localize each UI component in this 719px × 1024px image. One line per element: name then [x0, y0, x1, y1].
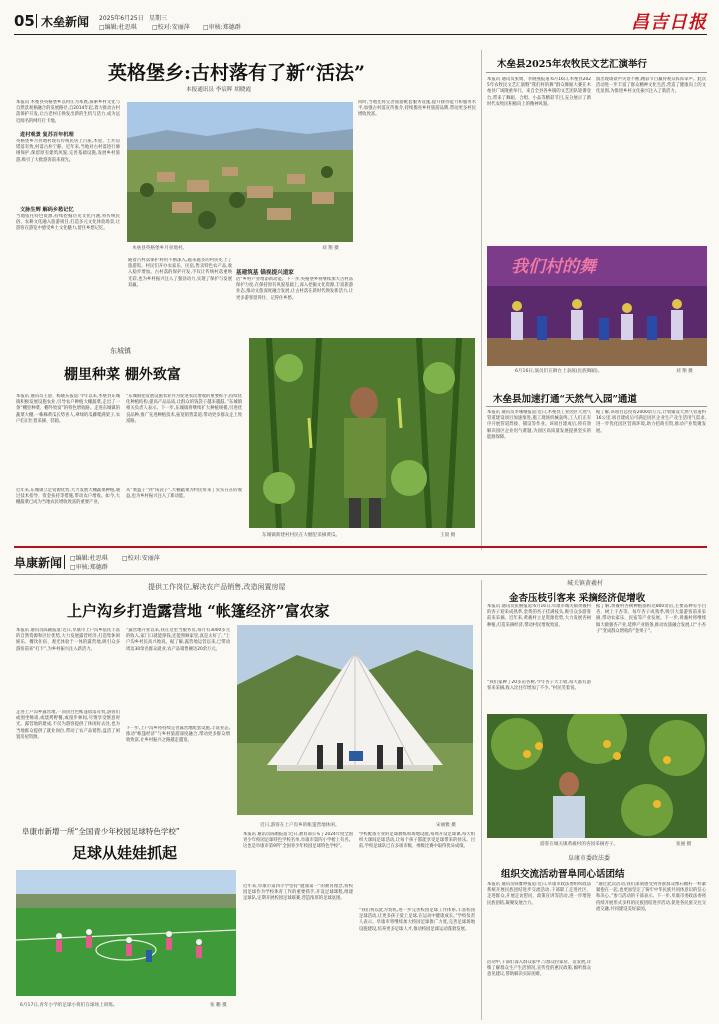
newspaper-logo: 昌吉日报	[631, 12, 707, 33]
article-text: 随着古村落保护利用不断深入,越来越多的村民吃上了旅游饭。村民们开办农家乐、民宿,售卖特色农产品,收入稳步增加。古村落的保护开发,不仅让传统村落重焕光彩,也为乡村振兴注入了强劲动力,实现了保护与发展双赢。	[128, 258, 232, 288]
editor-label: 编辑:杜思琪	[75, 555, 108, 562]
photo-apricot	[487, 714, 707, 838]
photo-caption: 木垒县英格堡乡月亮地村。	[132, 246, 188, 251]
page-header	[14, 10, 707, 32]
kicker-huangxi: 城关镇黄羲村	[567, 580, 604, 587]
checkbox-square-icon: □	[122, 555, 128, 562]
sub-heading-2: 文脉生辉 解码乡愁记忆	[20, 207, 74, 213]
article-text: 本报讯 木垒县英格堡乡以村庄为本底,探索乡村文化与自然景观相融合的发展路径,自2014年起,着力推动古村落保护开发,让古老村庄焕发出新的生机与活力,成为远近闻名的网红打卡地。	[16, 100, 120, 124]
headline-tent-economy: 上户沟乡打造露营地 “帐篷经济”富农家	[67, 602, 330, 620]
section-red-rule	[14, 546, 707, 548]
headline-yinggebao: 英格堡乡:古村落有了新“活法”	[108, 62, 365, 84]
kicker-zhengfa: 阜康市委政法委	[568, 855, 611, 862]
photo-football	[16, 870, 236, 996]
page-number: 05	[14, 12, 35, 30]
photo-village	[127, 102, 353, 242]
headline-rule	[486, 406, 707, 407]
article-text: “露营地开业以来,我在这里当服务员,每月有3000多元的收入,家门口就能挣钱,还能照顾家里,真是太好了。”上户沟乡村民高兴地说。据了解,露营地运营以来,已带动周边30余名群众就业,农产品销售额达20余万元。	[126, 628, 230, 652]
headline-rule	[486, 72, 707, 73]
photo-credit: 刘 翔 摄	[676, 369, 693, 374]
lower-section-header	[14, 552, 314, 574]
article-text: 本报讯 通讯员张婧、李晓燕报道:6月16日,木垒县2025年农牧民文艺汇演暨“我们村的舞”群众舞蹈大赛在木垒县广场隆重举行。来自全县各乡镇的文艺团队轮番登台,带来了舞蹈、合唱、小品等精彩节目,充分展示了新时代农牧民积极向上的精神风貌。	[487, 77, 591, 107]
section-name: 木垒新闻	[41, 15, 90, 29]
photo-greenhouse	[249, 338, 475, 528]
article-text: 据了解,黄羲村杏树种植面积达800余亩,主要品种有小白杏、树上干杏等。每年杏子成熟季,吸引大量游客前来采摘,带动农家乐、民宿等产业发展。下一步,黄羲村将继续做大做强杏产业,延伸产业链条,推动农旅融合发展,让“小杏子”变成群众增收的“金果子”。	[596, 604, 706, 634]
photo-tent	[237, 625, 473, 815]
article-text: 本报讯 通讯员韩雅婷报道:近日,阜康市政法委组织政法系统开展民族团结进步交流活动,干部职工走进社区、走进群众,开展走访慰问、政策宣讲等活动,进一步增进民族团结,凝聚发展合力。	[487, 882, 591, 906]
photo-dance	[487, 246, 707, 366]
article-text: 学校配备专业的足球教练和场地设施,每周开设足球课,每天组织大课间足球活动,让每个孩子都能享受足球带来的快乐。目前,学校足球队已在多项市级、州级比赛中取得优异成绩。	[359, 832, 475, 850]
issue-date: 2025年6月25日	[99, 15, 144, 22]
header-divider	[36, 14, 37, 28]
editor-credit	[70, 553, 108, 562]
article-text: 本报讯 通讯员李珊珊报道:近日,木垒县工业园区天然气管道建设项目加速推进,施工现场机械轰鸣,工人们正有序开展管道焊接、铺设等作业。该项目建成后,将有效解决园区企业用气难题,为园区高质量发展提供坚实的能源保障。	[487, 410, 591, 440]
checkbox-square-icon: □	[70, 555, 76, 562]
headline-apricot: 金杏压枝引客来 采摘经济促增收	[509, 593, 646, 604]
review-label: 审核:郑德群	[75, 564, 108, 571]
issue-weekday: 星期三	[149, 15, 168, 22]
article-text: 本报讯 通讯员王晨、杨晓东报道:今年以来,木垒县东城镇积极发展设施农业,引导农户种植大棚蔬菜,走出了一条“棚里种菜、棚外致富”的特色增收路。走进东城镇的蔬菜大棚,一株株黄瓜长势喜人,翠绿的瓜藤爬满架子,农户们正忙着采摘、装箱。	[16, 394, 120, 424]
article-text: 本报讯 通讯员陈刚报道:近日,教育部公布了2024年度全国青少年校园足球特色学校名单,阜康市第四小学榜上有名。这也是阜康市第9所“全国青少年校园足球特色学校”。	[243, 832, 353, 850]
checkbox-square-icon: □	[99, 24, 105, 31]
article-text: 英格堡乡月亮地村现有传统民居上百座,木屋、土坯房错落有致,村落古朴宁静。近年来,当地对古村落进行修缮保护,保留原有建筑风貌,完善基础设施,发展乡村旅游,吸引了大批游客前来观光。	[16, 139, 120, 163]
checkbox-square-icon: □	[70, 564, 76, 571]
photo-credit: 宋丽雅 摄	[436, 823, 456, 828]
article-text: 活动中,干部们深入群众家中,与群众拉家常、话发展,详细了解群众生产生活情况,宣传党的惠民政策,倾听群众意见建议,帮助解决实际困难。	[487, 960, 591, 978]
sub-heading-1: 进村观景 复苏百年机理	[20, 132, 74, 138]
photo-caption: 近日,游客在上户沟乡的帐篷营地休闲。	[260, 823, 340, 828]
photo-credit: 刘 翔 摄	[322, 246, 339, 251]
editor-label: 编辑:杜思琪	[104, 24, 137, 31]
proof-label: 校对:安丽萍	[127, 555, 160, 562]
header-rule	[14, 34, 707, 35]
header-divider	[64, 555, 65, 569]
stage-banner: 我们村的舞	[511, 257, 596, 277]
photo-caption: 游客在城关镇黄羲村的杏园采摘杏子。	[540, 842, 619, 847]
review-credit	[203, 22, 241, 31]
photo-caption: 东城镇新建村村民在大棚里采摘黄瓜。	[262, 533, 341, 538]
article-text: 当地依托特色资源,持续挖掘历史文化内涵,将传统民俗、农耕文化融入旅游项目,打造多元文化体验场景,让游客在游览中感受乡土文化魅力,留住乡愁记忆。	[16, 214, 120, 232]
article-text: 近年来,阜康市第四小学坚持“健康第一”的教育理念,将校园足球作为学校体育工作的重要抓手,开设足球课程,组建足球队,定期开展校园足球联赛,营造浓厚的足球氛围。	[243, 884, 353, 902]
kicker-dongcheng: 东城镇	[110, 347, 131, 355]
article-text: “东城镇把发展设施农业作为促进农民增收的重要抓手,持续优化种植结构,提高产品品质,让群众的钱袋子越来越鼓。”东城镇相关负责人表示。下一步,东城镇将继续扩大种植规模,引进优良品种,推广先进种植技术,拓宽销售渠道,带动更多群众走上致富路。	[126, 394, 242, 424]
kicker-tent: 提供工作岗位,解决农产品销售,改造闲置房屋	[148, 583, 286, 591]
headline-natural-gas: 木垒县加速打通“天然气入园”通道	[493, 394, 637, 405]
column-divider	[481, 50, 482, 550]
article-text: 走进上户沟乡露营地,一顶顶白色帐篷错落有致,游客们或围坐畅谈,或烧烤野餐,或漫步林间,尽情享受惬意时光。露营地的建成,不仅为游客提供了休闲好去处,也为当地群众提供了就业岗位,带动了农产品销售,盘活了闲置房屋资源。	[16, 710, 120, 740]
article-text: 本报讯 通讯员陈颖报道:近日,阜康市上户沟乡依托丰富的自然资源和区位优势,大力发展露营经济,打造集休闲娱乐、餐饮住宿、观光体验于一体的露营地,吸引众多游客前来“打卡”,为乡村振兴注入新活力。	[16, 628, 120, 652]
article-text: 演出现场欢声笑语不断,精彩节目赢得观众阵阵掌声。此次活动进一步丰富了群众精神文化生活,营造了健康向上的文化氛围,为推进乡村文化振兴注入了新活力。	[596, 77, 706, 95]
review-credit	[70, 562, 108, 571]
article-text: 活“乡村产业增添新动能。下一步,英格堡乡将继续加大古村落保护力度,在保持原有风貌基础上,深入挖掘文化资源,丰富旅游业态,推动文旅深度融合发展,让古村落在新时代焕发新活力,让更多游客留得住、记得住乡愁。	[236, 277, 353, 301]
article-text: 本报讯 通讯员张丽报道:6月16日,阜康市城关镇黄羲村的杏子迎来成熟季,金黄的杏子挂满枝头,吸引众多游客前来采摘。近年来,黄羲村立足资源优势,大力发展杏树种植,打造采摘经济,带动村民增收致富。	[487, 604, 591, 628]
photo-caption: 6月17日,青年小学的足球小将们在球场上训练。	[20, 1003, 118, 1008]
headline-greenhouse: 棚里种菜 棚外致富	[64, 367, 181, 383]
headline-football: 足球从娃娃抓起	[72, 844, 178, 862]
photo-credit: 王晨 摄	[440, 533, 456, 538]
photo-credit: 张丽 摄	[676, 842, 692, 847]
byline-yinggebao: 本报通讯员 李宸晖 胡晓霞	[186, 87, 252, 93]
article-text: 下一步,上户沟乡将持续完善露营地配套设施,丰富业态,推动“帐篷经济”与乡村旅游深度融合,带动更多群众增收致富,让乡村振兴之路越走越宽。	[126, 726, 230, 744]
headline-art-show: 木垒县2025年农牧民文艺汇演举行	[497, 59, 647, 70]
proof-credit	[122, 553, 160, 562]
photo-credit: 张 鹏 摄	[210, 1003, 227, 1008]
article-text: “我们家种了20多亩杏树,今年杏子大丰收,每天都有游客来采摘,收入比往年增加了不少。”村民笑着说。	[487, 680, 591, 692]
article-text: 近年来,东城镇立足资源优势,大力发展大棚蔬菜种植,通过技术指导、资金扶持等措施,带动农户增收。如今,大棚蔬菜已成为当地农民增收致富的重要产业。	[16, 488, 120, 506]
article-text: 同时,当地还将完善旅游配套服务设施,提升接待能力和服务水平,加强古村落宣传推介,持续擦亮乡村旅游品牌,带动更多村民增收致富。	[358, 100, 476, 118]
article-text: 据了解,该项目总投资2000余万元,计划铺设天然气管道约16公里,项目建成后可满足园区企业生产及生活用气需求,进一步优化园区营商环境,助力招商引资,推动产业集聚发展。	[596, 410, 706, 434]
checkbox-square-icon: □	[152, 24, 158, 31]
article-text: 从“菜篮子”到“钱袋子”,大棚蔬菜为村民带来了实实在在的收益,也为乡村振兴注入了新动能。	[126, 488, 242, 500]
column-divider	[481, 580, 482, 1020]
headline-unity: 组织交流活动晋阜同心话团结	[501, 869, 625, 880]
editor-credit	[99, 22, 137, 31]
kicker-football: 阜康市新增一所“全国青少年校园足球特色学校”	[22, 827, 180, 836]
proof-label: 校对:安丽萍	[157, 24, 190, 31]
article-text: “我们将以此为契机,进一步完善校园足球工作体系,丰富校园足球活动,让更多孩子爱上足球,在运动中健康成长。”学校负责人表示。阜康市将继续加大校园足球推广力度,完善足球场地设施建设,培养更多足球人才,推动校园足球运动蓬勃发展。	[359, 908, 475, 932]
checkbox-square-icon: □	[203, 24, 209, 31]
review-label: 审核:郑德群	[208, 24, 241, 31]
section-thin-rule	[14, 574, 707, 575]
sub-heading-3: 基建筑基 锚视提兴道家	[236, 270, 294, 276]
article-text: “通过此次活动,我们深刻感受到各族群众像石榴籽一样紧紧抱在一起,也更加坚定了铸牢中华民族共同体意识的信心和决心。”参与活动的干部表示。下一步,阜康市委政法委将持续开展形式多样的民族团结进步活动,促进各民族交往交流交融,共同建设美好家园。	[596, 882, 706, 912]
photo-caption: 6月16日,演员们在舞台上表演(民族舞蹈)。	[515, 369, 603, 374]
section-name-fukang: 阜康新闻	[14, 556, 63, 570]
proof-credit	[152, 22, 190, 31]
